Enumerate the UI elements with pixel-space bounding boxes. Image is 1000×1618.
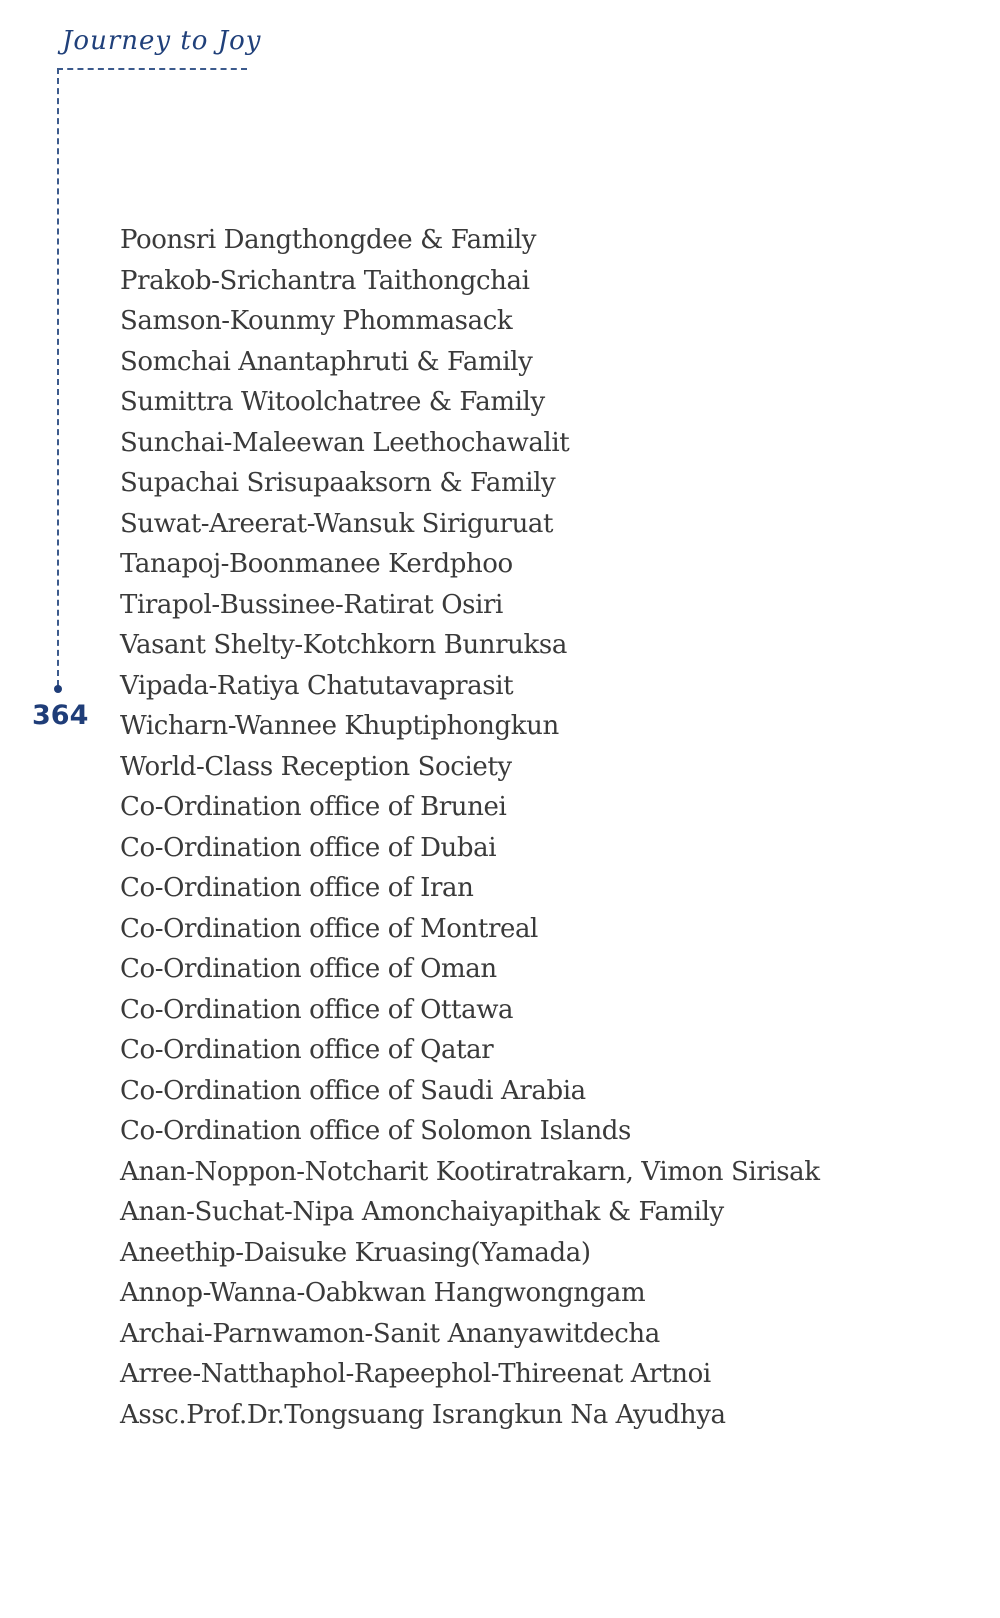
- name-list-item: Prakob-Srichantra Taithongchai: [120, 265, 530, 296]
- name-list-item: Co-Ordination office of Saudi Arabia: [120, 1075, 586, 1106]
- name-list-item: Poonsri Dangthongdee & Family: [120, 225, 537, 255]
- name-list-item: Sumittra Witoolchatree & Family: [120, 387, 545, 417]
- name-list-item: Somchai Anantaphruti & Family: [120, 346, 533, 377]
- name-list-item: Co-Ordination office of Solomon Islands: [120, 1116, 631, 1146]
- name-list-item: Supachai Srisupaaksorn & Family: [120, 468, 556, 498]
- name-list-item: Anan-Noppon-Notcharit Kootiratrakarn, Vimon Sirisak: [120, 1156, 820, 1187]
- name-list-item: Co-Ordination office of Brunei: [120, 792, 507, 822]
- name-list-item: Co-Ordination office of Iran: [120, 873, 474, 903]
- name-list-item: Co-Ordination office of Oman: [120, 954, 497, 984]
- name-list-item: Tanapoj-Boonmanee Kerdphoo: [120, 549, 513, 579]
- name-list-item: Suwat-Areerat-Wansuk Siriguruat: [120, 508, 554, 539]
- name-list-item: Anan-Suchat-Nipa Amonchaiyapithak & Family: [120, 1197, 724, 1227]
- acknowledgement-name-list: [120, 220, 820, 1435]
- name-list-item: Assc.Prof.Dr.Tongsuang Israngkun Na Ayudhya: [120, 1399, 726, 1430]
- name-list-item: Co-Ordination office of Montreal: [120, 913, 538, 944]
- header-title: Journey to Joy: [62, 26, 262, 56]
- name-list-item: Co-Ordination office of Qatar: [120, 1035, 494, 1065]
- name-list-item: Vasant Shelty-Kotchkorn Bunruksa: [120, 630, 567, 660]
- name-list-item: Co-Ordination office of Dubai: [120, 832, 497, 863]
- margin-dashed-rule: [57, 68, 59, 686]
- name-list-item: Sunchai-Maleewan Leethochawalit: [120, 427, 570, 458]
- name-list-item: Archai-Parnwamon-Sanit Ananyawitdecha: [120, 1318, 660, 1349]
- name-list-item: Wicharn-Wannee Khuptiphongkun: [120, 711, 559, 741]
- name-list-item: Aneethip-Daisuke Kruasing(Yamada): [120, 1237, 591, 1268]
- header-dashed-rule: [57, 68, 247, 70]
- page-number: 364: [32, 700, 89, 731]
- name-list-item: Annop-Wanna-Oabkwan Hangwongngam: [120, 1278, 646, 1308]
- name-list-item: World-Class Reception Society: [120, 751, 512, 782]
- name-list-item: Co-Ordination office of Ottawa: [120, 994, 514, 1025]
- name-list-item: Vipada-Ratiya Chatutavaprasit: [120, 670, 514, 701]
- margin-rule-dot: [54, 685, 62, 693]
- name-list-item: Tirapol-Bussinee-Ratirat Osiri: [120, 589, 503, 620]
- name-list-item: Arree-Natthaphol-Rapeephol-Thireenat Artnoi: [120, 1359, 711, 1389]
- name-list-item: Samson-Kounmy Phommasack: [120, 306, 513, 336]
